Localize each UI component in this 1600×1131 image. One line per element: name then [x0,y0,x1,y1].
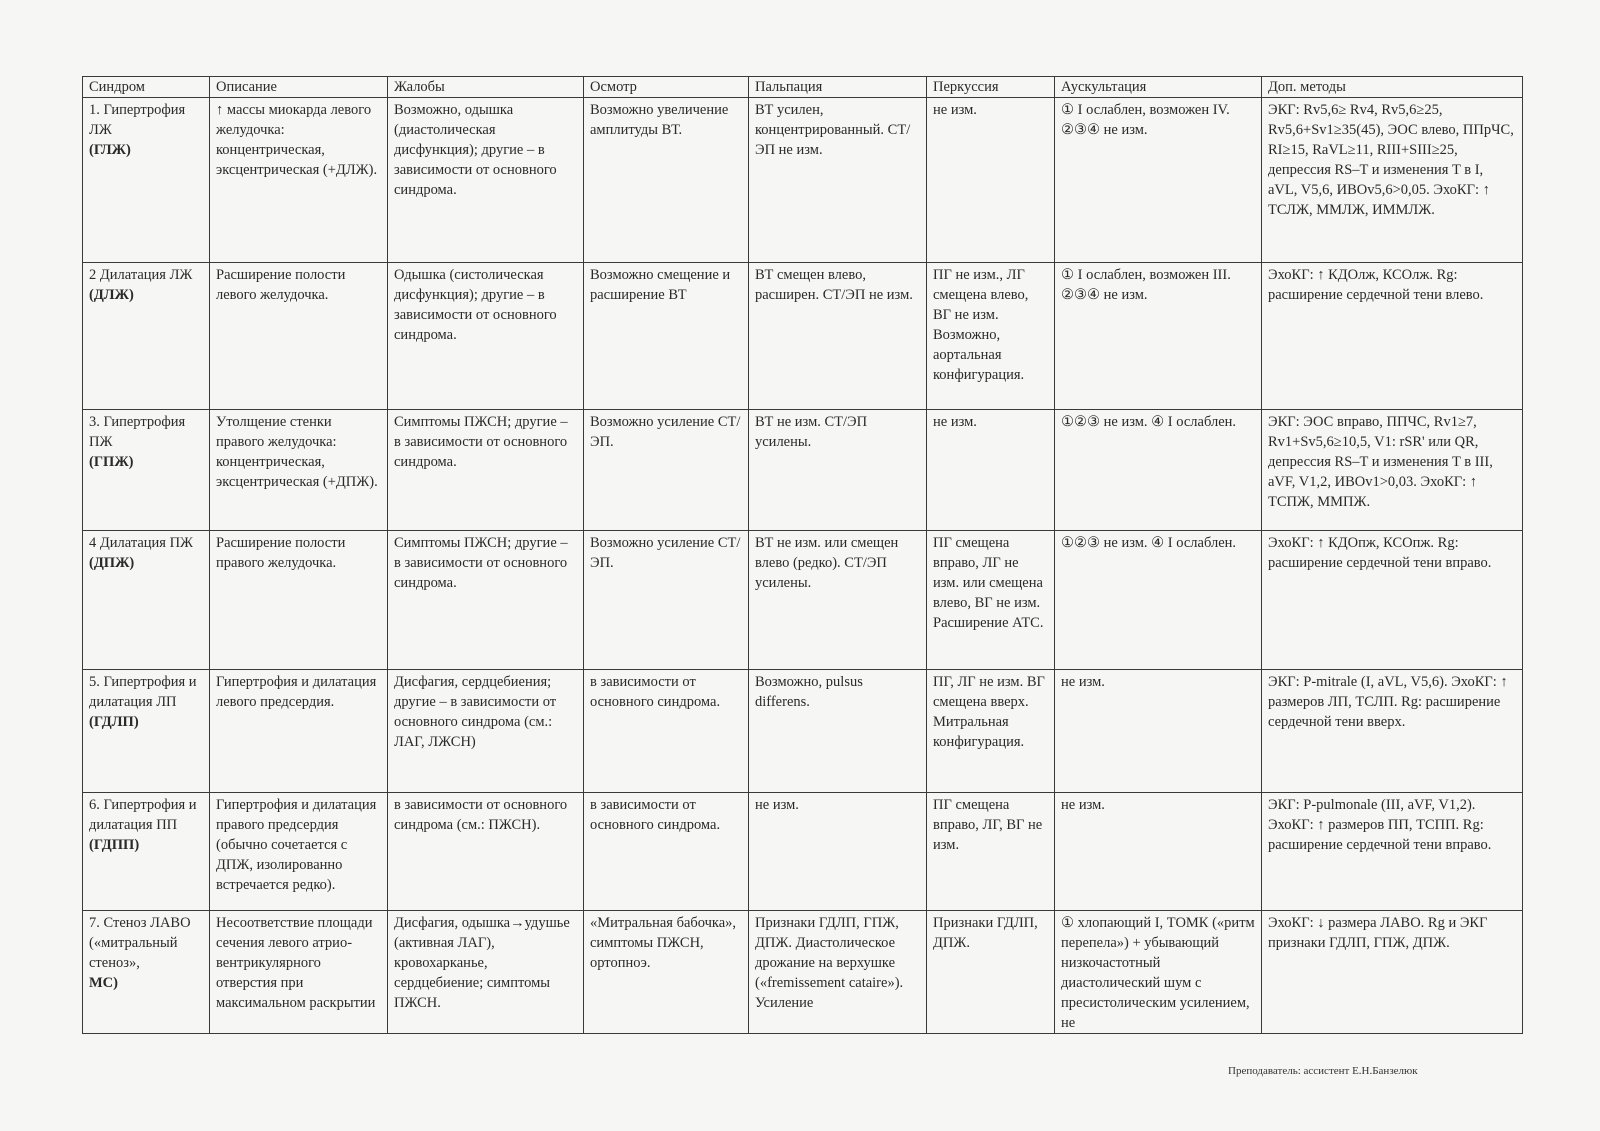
cell-inspection: в зависимости от основного синдрома. [584,793,749,911]
syndrome-abbr: (ДПЖ) [89,555,135,571]
cell-percussion: не изм. [927,98,1055,263]
cell-complaints: Одышка (систолическая дисфункция); другие – в зависимости от основного синдрома. [388,263,584,410]
cell-palpation: не изм. [749,793,927,911]
cell-inspection: «Митральная бабочка», симптомы ПЖСН, ортопноэ. [584,911,749,1034]
cell-syndrome [83,410,210,531]
cell-syndrome [83,911,210,1034]
header-description: Описание [210,77,388,98]
cell-auscultation: ①②③ не изм. ④ I ослаблен. [1055,531,1262,670]
cell-syndrome [83,98,210,263]
syndrome-name: 1. Гипертрофия ЛЖ [89,102,186,138]
header-palpation: Пальпация [749,77,927,98]
cell-inspection: в зависимости от основного синдрома. [584,670,749,793]
header-inspection: Осмотр [584,77,749,98]
table-row [83,670,1523,793]
header-complaints: Жалобы [388,77,584,98]
syndrome-name: 4 Дилатация ПЖ [89,535,194,551]
cell-inspection: Возможно усиление СТ/ЭП. [584,410,749,531]
cell-syndrome [83,793,210,911]
header-auscultation: Аускультация [1055,77,1262,98]
cell-palpation: ВТ усилен, концентрированный. СТ/ЭП не изм. [749,98,927,263]
syndrome-name: 2 Дилатация ЛЖ [89,267,193,283]
header-extra-methods: Доп. методы [1262,77,1523,98]
cell-extra: ЭхоКГ: ↓ размера ЛАВО. Rg и ЭКГ признаки ГДЛП, ГПЖ, ДПЖ. [1262,911,1523,1034]
table-row [83,410,1523,531]
cell-complaints: Возможно, одышка (диастолическая дисфункция); другие – в зависимости от основного синдрома. [388,98,584,263]
cell-syndrome [83,531,210,670]
cell-palpation: ВТ не изм. СТ/ЭП усилены. [749,410,927,531]
cell-inspection: Возможно усиление СТ/ЭП. [584,531,749,670]
cell-percussion: ПГ, ЛГ не изм. ВГ смещена вверх. Митральная конфигурация. [927,670,1055,793]
cell-percussion: ПГ не изм., ЛГ смещена влево, ВГ не изм. Возможно, аортальная конфигурация. [927,263,1055,410]
cell-description: Расширение полости правого желудочка. [210,531,388,670]
cell-complaints: Симптомы ПЖСН; другие – в зависимости от основного синдрома. [388,410,584,531]
cell-auscultation: не изм. [1055,670,1262,793]
syndrome-abbr: (ГПЖ) [89,454,134,470]
syndromes-table [82,76,1523,1034]
cell-palpation: ВТ не изм. или смещен влево (редко). СТ/ЭП усилены. [749,531,927,670]
table-header-row [83,77,1523,98]
table-row [83,98,1523,263]
cell-percussion: не изм. [927,410,1055,531]
cell-inspection: Возможно увеличение амплитуды ВТ. [584,98,749,263]
syndrome-name: 5. Гипертрофия и дилатация ЛП [89,674,197,710]
cell-palpation: ВТ смещен влево, расширен. СТ/ЭП не изм. [749,263,927,410]
cell-description: ↑ массы миокарда левого желудочка: концентрическая, эксцентрическая (+ДЛЖ). [210,98,388,263]
cell-auscultation: ① I ослаблен, возможен III. ②③④ не изм. [1055,263,1262,410]
cell-extra: ЭКГ: P-pulmonale (III, aVF, V1,2). ЭхоКГ: ↑ размеров ПП, ТСПП. Rg: расширение сердечной тени вправо. [1262,793,1523,911]
cell-complaints: Дисфагия, сердцебиения; другие – в зависимости от основного синдрома (см.: ЛАГ, ЛЖСН) [388,670,584,793]
header-percussion: Перкуссия [927,77,1055,98]
syndrome-abbr: (ГЛЖ) [89,142,131,158]
cell-description: Расширение полости левого желудочка. [210,263,388,410]
cell-complaints: Дисфагия, одышка→удушье (активная ЛАГ), кровохарканье, сердцебиение; симптомы ПЖСН. [388,911,584,1034]
cell-auscultation: не изм. [1055,793,1262,911]
cell-auscultation: ① хлопающий I, ТОМК («ритм перепела») + убывающий низкочастотный диастолический шум с пресистолическим усилением, не [1055,911,1262,1034]
syndrome-abbr: МС) [89,975,118,991]
cell-extra: ЭКГ: Rv5,6≥ Rv4, Rv5,6≥25, Rv5,6+Sv1≥35(45), ЭОС влево, ППрЧС, RI≥15, RaVL≥11, RIII+SIII≥25, депрессия RS–T и изменения T в I, aVL, V5,6, ИВОv5,6>0,05. ЭхоКГ: ↑ ТСЛЖ, ММЛЖ, ИММЛЖ. [1262,98,1523,263]
cell-extra: ЭКГ: ЭОС вправо, ППЧС, Rv1≥7, Rv1+Sv5,6≥10,5, V1: rSR' или QR, депрессия RS–T и изменения T в III, aVF, V1,2, ИВОv1>0,03. ЭхоКГ: ↑ ТСПЖ, ММПЖ. [1262,410,1523,531]
syndrome-abbr: (ГДЛП) [89,714,139,730]
cell-inspection: Возможно смещение и расширение ВТ [584,263,749,410]
cell-description: Несоответствие площади сечения левого атрио-вентрикулярного отверстия при максимальном раскрытии [210,911,388,1034]
table-row [83,793,1523,911]
teacher-footer: Преподаватель: ассистент Е.Н.Банзелюк [1228,1065,1418,1077]
syndrome-abbr: (ГДПП) [89,837,140,853]
syndrome-name: 7. Стеноз ЛАВО («митральный стеноз», [89,915,191,971]
table-row [83,263,1523,410]
cell-extra: ЭхоКГ: ↑ КДОпж, КСОпж. Rg: расширение сердечной тени вправо. [1262,531,1523,670]
cell-auscultation: ①②③ не изм. ④ I ослаблен. [1055,410,1262,531]
cell-auscultation: ① I ослаблен, возможен IV. ②③④ не изм. [1055,98,1262,263]
cell-description: Гипертрофия и дилатация левого предсердия. [210,670,388,793]
cell-description: Утолщение стенки правого желудочка: концентрическая, эксцентрическая (+ДПЖ). [210,410,388,531]
table-row [83,531,1523,670]
cell-syndrome [83,263,210,410]
cell-extra: ЭхоКГ: ↑ КДОлж, КСОлж. Rg: расширение сердечной тени влево. [1262,263,1523,410]
cell-complaints: Симптомы ПЖСН; другие – в зависимости от основного синдрома. [388,531,584,670]
syndrome-name: 3. Гипертрофия ПЖ [89,414,186,450]
cell-percussion: Признаки ГДЛП, ДПЖ. [927,911,1055,1034]
cell-percussion: ПГ смещена вправо, ЛГ не изм. или смещена влево, ВГ не изм. Расширение АТС. [927,531,1055,670]
cell-percussion: ПГ смещена вправо, ЛГ, ВГ не изм. [927,793,1055,911]
cell-palpation: Признаки ГДЛП, ГПЖ, ДПЖ. Диастолическое дрожание на верхушке («fremissement cataire»). Усиление [749,911,927,1034]
cell-complaints: в зависимости от основного синдрома (см.: ПЖСН). [388,793,584,911]
header-syndrome: Синдром [83,77,210,98]
table-row [83,911,1523,1034]
cell-description: Гипертрофия и дилатация правого предсердия (обычно сочетается с ДПЖ, изолированно встречается редко). [210,793,388,911]
syndrome-name: 6. Гипертрофия и дилатация ПП [89,797,197,833]
cell-syndrome [83,670,210,793]
syndrome-abbr: (ДЛЖ) [89,287,134,303]
cell-palpation: Возможно, pulsus differens. [749,670,927,793]
cell-extra: ЭКГ: P-mitrale (I, aVL, V5,6). ЭхоКГ: ↑ размеров ЛП, ТСЛП. Rg: расширение сердечной тени вверх. [1262,670,1523,793]
